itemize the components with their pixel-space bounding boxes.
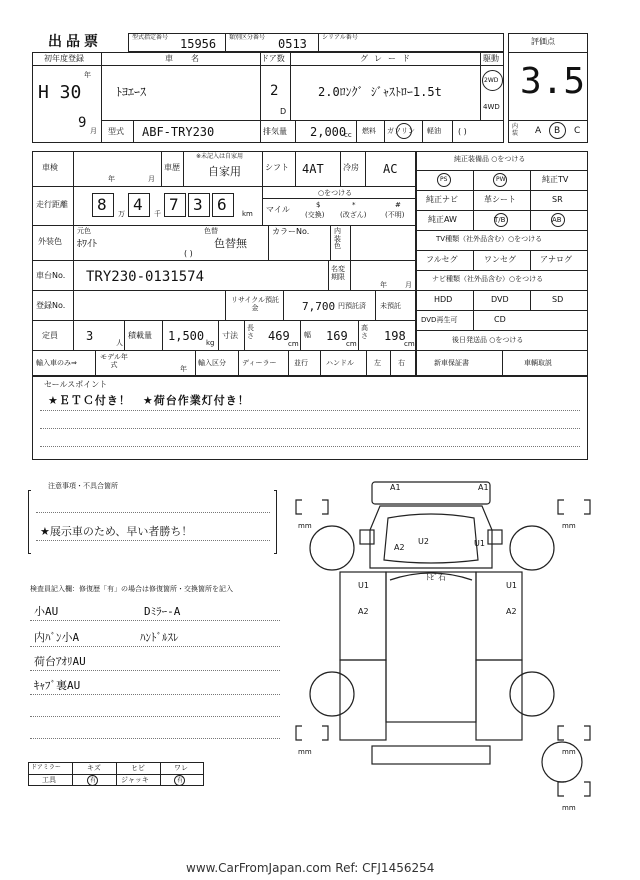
later-label: 後日発送品 ○をつける — [452, 336, 524, 344]
width-label: 幅 — [304, 331, 311, 339]
color-change-label: 色替 — [204, 227, 218, 235]
mark: A2 — [506, 607, 517, 616]
vehicle-damage-diagram — [280, 470, 600, 820]
manual: 車輌取説 — [524, 359, 552, 367]
legend-jack: ジャッキ — [121, 776, 149, 784]
damage-note: 荷台ｱｵﾘAU — [34, 655, 86, 668]
tb-circle — [494, 213, 508, 227]
damage-note: Dﾐﾗｰ-A — [144, 605, 181, 618]
mm-label: mm — [562, 748, 576, 756]
notes-text: ★展示車のため、早い者勝ち！ — [40, 525, 193, 538]
class-no: 0513 — [278, 37, 307, 51]
pw-option: PW — [496, 176, 506, 183]
interior-b-circle — [549, 122, 566, 139]
tools-yes: 有 — [90, 777, 97, 784]
dvd: DVD — [491, 295, 509, 304]
mark: A1 — [478, 483, 489, 492]
color-label: 外装色 — [38, 237, 62, 246]
mark: A1 — [390, 483, 401, 492]
interior-c: C — [574, 126, 581, 136]
damage-note: 小AU — [34, 605, 59, 618]
meter-unknown: (不明) — [385, 211, 405, 219]
ps-circle — [437, 173, 451, 187]
tamper-sym: * — [352, 201, 356, 209]
model-code: ABF-TRY230 — [142, 125, 215, 139]
mark: U1 — [506, 581, 517, 590]
cd: CD — [494, 315, 506, 324]
length-label: 長さ — [247, 324, 254, 340]
mileage-digit: 3 — [193, 195, 203, 214]
title-month-unit: 月 — [405, 281, 412, 289]
bracket — [584, 726, 590, 740]
damage-note: 内ﾊﾞﾝ小A — [34, 631, 80, 644]
mm-label: mm — [298, 522, 312, 530]
legend-door-mirror: ドアミラー — [31, 764, 61, 771]
wheel-rear-right — [510, 672, 554, 716]
oneseg: ワンセグ — [484, 255, 516, 264]
ps-option: PS — [440, 176, 448, 183]
title-year-unit: 年 — [380, 281, 387, 289]
color-paren: ( ) — [184, 249, 193, 258]
notes-label: 注意事項・不具合箇所 — [48, 482, 118, 490]
drive-2wd: 2WD — [484, 77, 499, 84]
wheel-rear-left — [310, 672, 354, 716]
bracket — [558, 726, 564, 740]
inspection-year-unit: 年 — [108, 175, 115, 183]
mileage-man: 万 — [118, 210, 125, 218]
unknown-sym: # — [395, 201, 401, 209]
meter-select: ○をつける — [318, 189, 353, 197]
mileage-digit: 6 — [217, 195, 227, 214]
interior-label: 内装 — [512, 123, 519, 137]
capacity-value: 3 — [86, 329, 94, 343]
load-label: 積載量 — [128, 331, 152, 340]
cc-unit: cc — [344, 131, 352, 139]
dvd-playback: DVD再生可 — [421, 316, 458, 324]
wheel-front-right — [510, 526, 554, 570]
inspector-label: 検査員記入欄：修復歴「有」の場合は修復箇所・交換箇所を記入 — [30, 585, 233, 593]
right-mirror — [488, 530, 502, 544]
color-no-label: カラーNo. — [272, 227, 310, 236]
ab-option: AB — [552, 216, 562, 224]
mm-label: mm — [298, 748, 312, 756]
left-mirror — [360, 530, 374, 544]
mileage-digit: 7 — [169, 195, 179, 214]
capacity-unit: 人 — [116, 339, 123, 347]
shift-value: 4AT — [302, 162, 324, 176]
length-cm: cm — [288, 340, 299, 348]
first-reg-month: 9 — [78, 115, 87, 131]
shift-label: シフト — [265, 163, 289, 172]
capacity-label: 定員 — [42, 331, 58, 340]
interior-b: B — [554, 126, 561, 136]
model-year-label: モデル年式 — [100, 353, 128, 370]
legend-tools: 工具 — [42, 776, 56, 784]
history-label: 車歴 — [164, 163, 180, 172]
load-value: 1,500 — [168, 329, 205, 343]
model-year-unit: 年 — [180, 365, 187, 373]
inspection-month-unit: 月 — [148, 175, 155, 183]
type-no-label: 型式指定番号 — [132, 34, 169, 41]
bracket — [322, 500, 328, 514]
year-unit: 年 — [84, 71, 91, 79]
drive-label: 駆動 — [483, 54, 499, 63]
recycle-amount: 7,700 — [302, 300, 336, 313]
bracket — [558, 782, 564, 796]
fullseg: フルセグ — [426, 255, 458, 264]
bracket — [322, 726, 328, 740]
bracket — [558, 500, 564, 514]
doors-value: 2 — [270, 83, 279, 99]
size-label: 寸法 — [222, 331, 238, 340]
length-value: 469 — [268, 329, 290, 343]
recycle-status: 円預託済 — [338, 302, 366, 310]
mileage-label: 走行距離 — [36, 200, 68, 209]
sales-box — [32, 376, 588, 460]
ac-value: AC — [383, 162, 398, 176]
bracket — [584, 782, 590, 796]
windshield — [384, 514, 478, 563]
sales-label: セールスポイント — [44, 380, 108, 389]
mark: ﾄﾋﾞ石 — [426, 573, 446, 582]
doors-label: ドア数 — [261, 54, 285, 63]
sunroof: SR — [552, 195, 563, 204]
left-rear-panel — [340, 660, 386, 740]
damage-note: ｷｬﾌﾞ裏AU — [34, 679, 81, 692]
meter-exchange: (交換) — [305, 211, 325, 219]
height-cm: cm — [404, 340, 415, 348]
footer-ref: www.CarFromJapan.com Ref: CFJ1456254 — [186, 861, 435, 875]
first-reg-year: H 30 — [38, 82, 82, 103]
reg-label: 登録No. — [36, 301, 66, 310]
month-unit: 月 — [90, 127, 97, 135]
height-label: 高さ — [361, 324, 368, 340]
original-color-label: 元色 — [77, 227, 91, 235]
leather-seat: 革シート — [484, 195, 516, 204]
car-name: ﾄﾖｴｰｽ — [116, 85, 147, 99]
import-label: 輸入車のみ⇒ — [36, 359, 77, 367]
bracket — [584, 500, 590, 514]
mileage-sen: 千 — [154, 210, 161, 218]
mark: U1 — [358, 581, 369, 590]
meter-tamper: (改ざん) — [340, 211, 367, 219]
auction-score: 3.5 — [520, 61, 586, 102]
inspection-label: 車検 — [42, 163, 58, 172]
ab-circle — [551, 213, 565, 227]
legend-break: ワレ — [174, 764, 188, 772]
mm-label: mm — [562, 804, 576, 812]
fuel-other: ( ) — [458, 127, 467, 136]
pw-circle — [493, 173, 507, 187]
history-note: ※未記入は自家用 — [196, 153, 244, 160]
jack-yes: 有 — [177, 777, 184, 784]
cab-outline — [370, 506, 492, 568]
chassis-no: TRY230-0131574 — [86, 269, 205, 285]
ac-label: 冷房 — [343, 163, 359, 172]
damage-note: ﾊﾝﾄﾞﾙｽﾚ — [140, 631, 179, 644]
legend-scratch: キズ — [87, 764, 101, 772]
recycle-unpaid: 未預託 — [380, 302, 401, 310]
history-value: 自家用 — [208, 165, 241, 178]
legend-crack: ヒビ — [131, 764, 145, 772]
interior-color-label: 内装色 — [334, 227, 341, 251]
interior-a: A — [535, 126, 542, 136]
handle-right: 右 — [398, 359, 405, 367]
hdd: HDD — [434, 295, 453, 304]
height-value: 198 — [384, 329, 406, 343]
new-car-warranty: 新車保証書 — [434, 359, 469, 367]
tools-yes-circle — [87, 775, 98, 786]
mileage-digit: 8 — [97, 195, 107, 214]
mark: U1 — [474, 539, 485, 548]
wheel-front-left — [310, 526, 354, 570]
handle-left: 左 — [374, 359, 381, 367]
notes-bracket-right — [274, 490, 277, 554]
color-change: 色替無 — [214, 237, 247, 250]
grade-label: 評価点 — [531, 37, 555, 46]
mark: A2 — [358, 607, 369, 616]
notes-bracket-left — [28, 490, 31, 554]
chassis-label: 車台No. — [36, 271, 66, 280]
handle-label: ハンドル — [326, 359, 354, 367]
fuel-gas: ガソリン — [387, 127, 415, 135]
right-rear-panel — [476, 660, 522, 740]
displacement: 2,000 — [310, 125, 347, 139]
class-no-label: 類別区分番号 — [229, 34, 266, 41]
width-cm: cm — [346, 340, 357, 348]
door-type: D — [280, 107, 287, 116]
bracket — [296, 500, 302, 514]
bracket — [296, 726, 302, 740]
navi-label: ナビ種類（社外品含む）○をつける — [432, 275, 544, 283]
genuine-tv: 純正TV — [542, 175, 569, 184]
genuine-label: 純正装備品 ○をつける — [454, 155, 526, 163]
mileage-km: km — [242, 210, 253, 218]
mark: A2 — [394, 543, 405, 552]
parallel: 並行 — [294, 359, 308, 367]
type-no: 15956 — [180, 37, 217, 51]
displacement-label: 排気量 — [263, 127, 287, 136]
import-type-label: 輸入区分 — [198, 359, 226, 367]
fuel-diesel: 軽油 — [427, 127, 441, 135]
sales-text: ★ＥＴＣ付き！ ★荷台作業灯付き！ — [48, 394, 250, 407]
serial-label: シリアル番号 — [322, 34, 358, 41]
cargo-bed — [386, 572, 476, 722]
load-unit: kg — [206, 339, 215, 347]
fuel-gas-circle — [396, 123, 412, 139]
drive-4wd: 4WD — [483, 103, 500, 111]
tv-label: TV種類（社外品含む）○をつける — [436, 235, 543, 243]
dealer: ディーラー — [242, 359, 277, 367]
tb-option: T/B — [494, 216, 506, 224]
mark: U2 — [418, 537, 429, 546]
rear-bumper — [372, 746, 490, 764]
grade-name-label: グレード — [360, 54, 416, 63]
width-value: 169 — [326, 329, 348, 343]
jack-yes-circle — [174, 775, 185, 786]
car-name-label: 車名 — [165, 54, 217, 63]
original-color: ﾎﾜｲﾄ — [77, 239, 97, 250]
mileage-digit: 4 — [133, 195, 143, 214]
grade-name: 2.0ﾛﾝｸﾞ ｼﾞｬｽﾄﾛｰ1.5t — [318, 85, 442, 99]
form-title: 出品票 — [48, 34, 102, 50]
recycle-label: リサイクル預託金 — [230, 296, 280, 313]
first-reg-label: 初年度登録 — [44, 54, 84, 63]
analog: アナログ — [540, 255, 572, 264]
genuine-aw: 純正AW — [428, 215, 457, 224]
model-label: 型式 — [108, 127, 124, 136]
genuine-navi: 純正ナビ — [426, 195, 458, 204]
exchange-sym: $ — [316, 201, 321, 209]
mm-label: mm — [562, 522, 576, 530]
meter-mile: マイル — [266, 205, 290, 214]
sd: SD — [552, 295, 564, 304]
fuel-label: 燃料 — [362, 127, 376, 135]
title-change-label: 名変期限 — [331, 265, 345, 282]
